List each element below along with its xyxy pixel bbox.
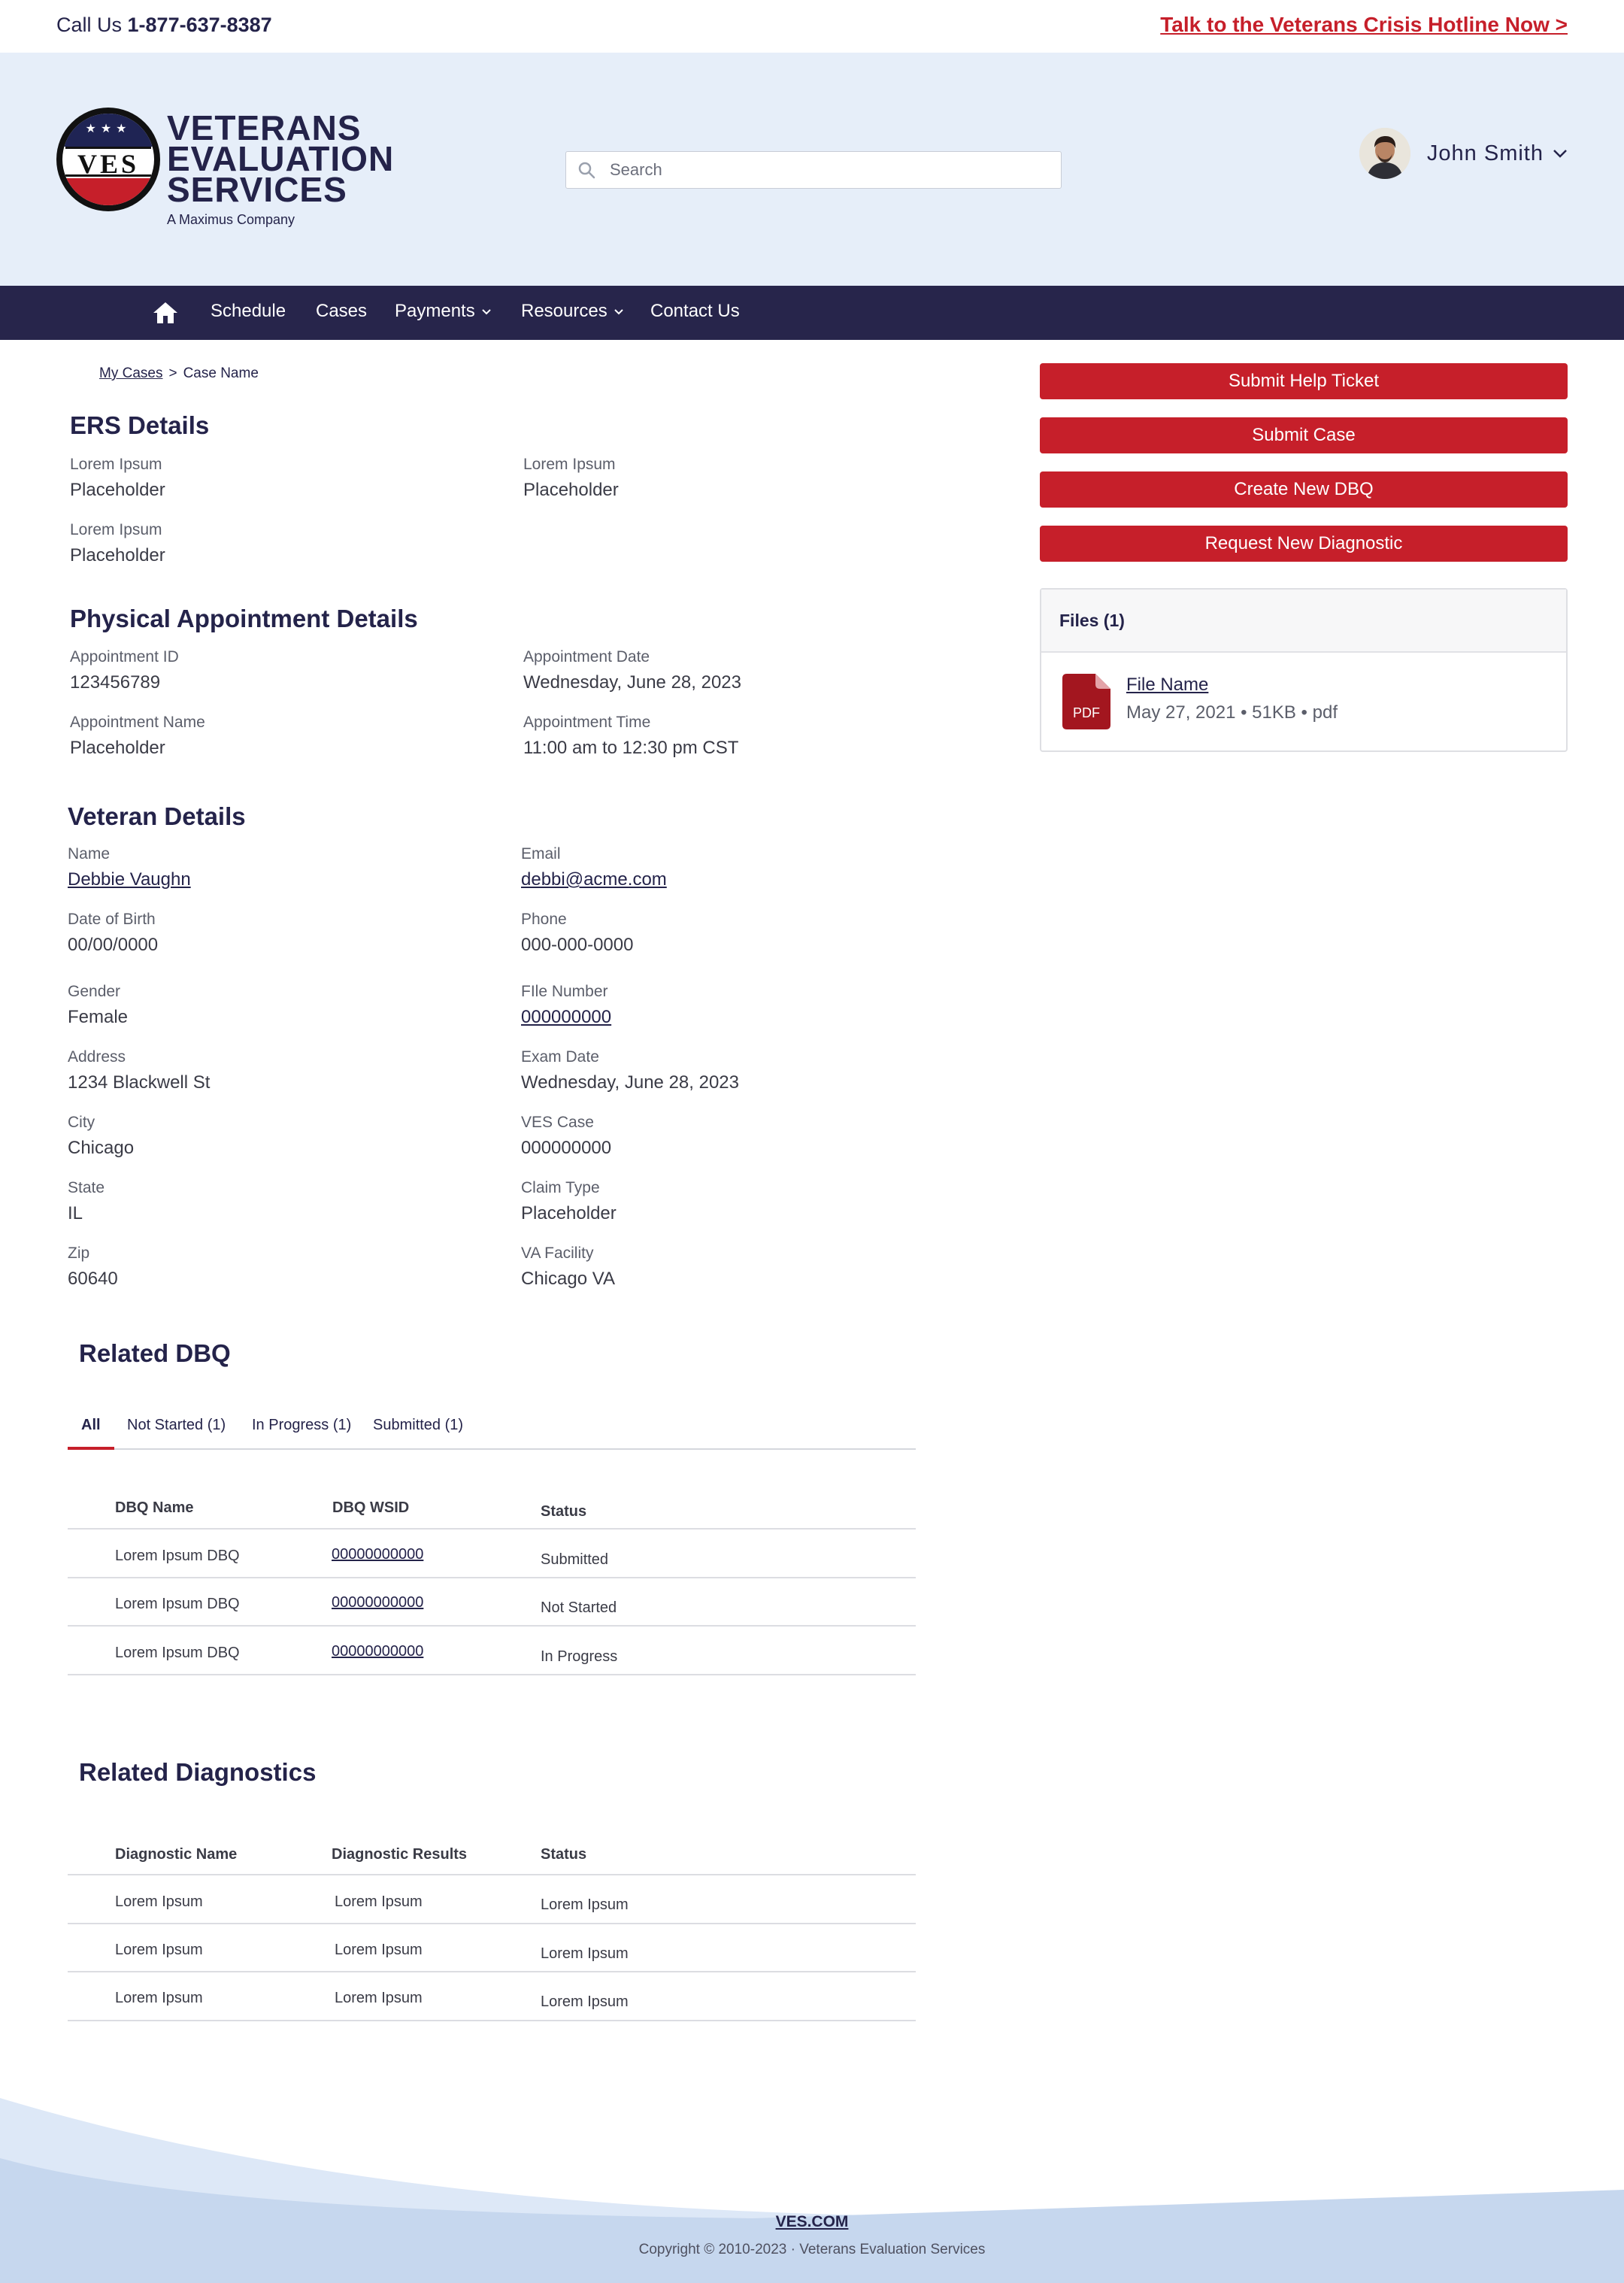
logo-subtitle: A Maximus Company xyxy=(167,212,295,227)
related-dbq-title: Related DBQ xyxy=(79,1339,231,1367)
veteran-gender-label: Gender xyxy=(68,983,121,1000)
veteran-ves-case-value: 000000000 xyxy=(521,1138,612,1158)
search-input[interactable] xyxy=(610,156,1046,183)
veteran-file-number-label: FIle Number xyxy=(521,983,608,1000)
avatar[interactable] xyxy=(1359,128,1410,179)
call-us-label: Call Us xyxy=(56,14,123,36)
top-bar xyxy=(0,0,1624,53)
nav-contact-us[interactable]: Contact Us xyxy=(650,301,740,321)
footer-copyright: Copyright © 2010-2023 · Veterans Evaluation Services xyxy=(638,2242,986,2257)
nav-payments-label: Payments xyxy=(395,301,475,321)
related-diagnostics-title: Related Diagnostics xyxy=(79,1758,317,1786)
chevron-down-icon[interactable] xyxy=(1553,148,1568,159)
request-new-diagnostic-button[interactable]: Request New Diagnostic xyxy=(1040,526,1568,562)
dbq-row-name: Lorem Ipsum DBQ xyxy=(115,1596,240,1612)
veteran-zip-label: Zip xyxy=(68,1245,90,1262)
ers-field-label: Lorem Ipsum xyxy=(523,456,616,473)
crisis-hotline-link[interactable]: Talk to the Veterans Crisis Hotline Now > xyxy=(1160,13,1568,36)
pdf-file-icon[interactable] xyxy=(1062,674,1110,729)
ers-field-label: Lorem Ipsum xyxy=(70,521,162,538)
veteran-gender-value: Female xyxy=(68,1007,129,1027)
tab-not-started[interactable]: Not Started (1) xyxy=(127,1417,226,1433)
logo-wordmark[interactable] xyxy=(167,108,395,209)
tab-all[interactable]: All xyxy=(81,1417,101,1433)
appointment-id-label: Appointment ID xyxy=(70,648,179,665)
dbq-row-wsid-link[interactable]: 00000000000 xyxy=(332,1643,424,1660)
nav-cases[interactable]: Cases xyxy=(316,301,368,321)
diag-row-results: Lorem Ipsum xyxy=(335,1893,423,1910)
diag-col-results: Diagnostic Results xyxy=(332,1846,468,1863)
pdf-icon-label: PDF xyxy=(1073,705,1100,720)
tab-submitted[interactable]: Submitted (1) xyxy=(373,1417,464,1433)
diag-row-results: Lorem Ipsum xyxy=(335,1990,423,2006)
veteran-state-value: IL xyxy=(68,1203,83,1223)
file-name-link[interactable]: File Name xyxy=(1126,675,1209,695)
dbq-row-name: Lorem Ipsum DBQ xyxy=(115,1548,240,1564)
diag-col-name: Diagnostic Name xyxy=(115,1846,238,1863)
diag-row-status: Lorem Ipsum xyxy=(541,1945,629,1962)
stars-icon: ★★★ xyxy=(85,123,132,135)
nav-schedule[interactable]: Schedule xyxy=(211,301,286,321)
table-divider xyxy=(68,1528,916,1530)
chevron-down-icon xyxy=(481,308,492,316)
dbq-row-wsid-link[interactable]: 00000000000 xyxy=(332,1546,424,1563)
veteran-address-value: 1234 Blackwell St xyxy=(68,1072,211,1093)
search-box[interactable] xyxy=(565,151,1062,189)
table-divider xyxy=(68,1923,916,1924)
diag-row-name: Lorem Ipsum xyxy=(115,1942,203,1958)
logo-seal-text: VES xyxy=(65,147,151,177)
main-nav xyxy=(0,286,1624,340)
home-icon[interactable] xyxy=(152,301,179,325)
veteran-name-link[interactable]: Debbie Vaughn xyxy=(68,869,191,890)
files-panel xyxy=(1040,588,1568,752)
phone-number[interactable]: 1-877-637-8387 xyxy=(127,14,272,36)
veteran-city-value: Chicago xyxy=(68,1138,135,1158)
veteran-dob-value: 00/00/0000 xyxy=(68,935,159,955)
logo-line-2: EVALUATION xyxy=(167,139,395,178)
dbq-tabs xyxy=(68,1406,916,1450)
active-tab-indicator xyxy=(68,1447,114,1450)
ers-field-value: Placeholder xyxy=(70,480,165,500)
veteran-dob-label: Date of Birth xyxy=(68,911,156,928)
veteran-zip-value: 60640 xyxy=(68,1269,118,1289)
call-us xyxy=(56,14,272,37)
table-divider xyxy=(68,1971,916,1972)
table-divider xyxy=(68,2020,916,2021)
appointment-time-value: 11:00 am to 12:30 pm CST xyxy=(523,738,739,758)
nav-resources[interactable] xyxy=(521,301,624,322)
diag-row-name: Lorem Ipsum xyxy=(115,1893,203,1910)
appointment-time-label: Appointment Time xyxy=(523,714,651,731)
breadcrumb-separator: > xyxy=(168,365,177,381)
dbq-col-wsid: DBQ WSID xyxy=(332,1499,410,1516)
create-new-dbq-button[interactable]: Create New DBQ xyxy=(1040,471,1568,508)
search-icon xyxy=(577,160,596,180)
veteran-address-label: Address xyxy=(68,1048,126,1066)
breadcrumb xyxy=(99,365,259,382)
files-title: Files (1) xyxy=(1059,611,1125,630)
dbq-row-wsid-link[interactable]: 00000000000 xyxy=(332,1594,424,1611)
logo-line-1: VETERANS xyxy=(167,108,362,147)
veteran-claim-type-label: Claim Type xyxy=(521,1179,600,1196)
nav-payments[interactable] xyxy=(395,301,492,322)
breadcrumb-current: Case Name xyxy=(183,365,259,381)
dbq-row-status: In Progress xyxy=(541,1648,618,1665)
site-header xyxy=(0,53,1624,286)
veteran-ves-case-label: VES Case xyxy=(521,1114,594,1131)
veteran-claim-type-value: Placeholder xyxy=(521,1203,617,1223)
veteran-email-link[interactable]: debbi@acme.com xyxy=(521,869,667,890)
veteran-name-label: Name xyxy=(68,845,111,863)
files-panel-header xyxy=(1041,590,1566,653)
ers-details-title: ERS Details xyxy=(70,411,210,439)
nav-resources-label: Resources xyxy=(521,301,607,321)
diag-row-status: Lorem Ipsum xyxy=(541,1993,629,2010)
dbq-row-status: Not Started xyxy=(541,1599,617,1616)
veteran-phone-value: 000-000-0000 xyxy=(521,935,634,955)
table-divider xyxy=(68,1674,916,1675)
user-name[interactable]: John Smith xyxy=(1426,141,1544,165)
diag-row-name: Lorem Ipsum xyxy=(115,1990,203,2006)
dbq-row-status: Submitted xyxy=(541,1551,609,1568)
table-divider xyxy=(68,1625,916,1627)
veteran-details-title: Veteran Details xyxy=(68,802,246,830)
ers-field-label: Lorem Ipsum xyxy=(70,456,162,473)
table-divider xyxy=(68,1874,916,1875)
breadcrumb-my-cases[interactable]: My Cases xyxy=(99,365,163,381)
chevron-down-icon xyxy=(614,308,624,316)
appointment-date-label: Appointment Date xyxy=(523,648,650,665)
diag-col-status: Status xyxy=(541,1846,587,1863)
veteran-va-facility-value: Chicago VA xyxy=(521,1269,615,1289)
table-divider xyxy=(68,1577,916,1578)
file-meta: May 27, 2021 • 51KB • pdf xyxy=(1126,702,1338,723)
veteran-exam-date-value: Wednesday, June 28, 2023 xyxy=(521,1072,739,1093)
veteran-email-label: Email xyxy=(521,845,561,863)
appointment-name-label: Appointment Name xyxy=(70,714,205,731)
dbq-col-name: DBQ Name xyxy=(115,1499,194,1516)
appointment-name-value: Placeholder xyxy=(70,738,165,758)
appointment-date-value: Wednesday, June 28, 2023 xyxy=(523,672,741,693)
dbq-col-status: Status xyxy=(541,1503,587,1520)
veteran-phone-label: Phone xyxy=(521,911,567,928)
veteran-state-label: State xyxy=(68,1179,105,1196)
logo-line-3: SERVICES xyxy=(167,170,347,209)
appointment-details-title: Physical Appointment Details xyxy=(70,605,418,632)
veteran-exam-date-label: Exam Date xyxy=(521,1048,599,1066)
user-menu[interactable] xyxy=(1359,126,1568,180)
tab-in-progress[interactable]: In Progress (1) xyxy=(252,1417,352,1433)
submit-help-ticket-button[interactable]: Submit Help Ticket xyxy=(1040,363,1568,399)
ers-field-value: Placeholder xyxy=(70,545,165,565)
diag-row-results: Lorem Ipsum xyxy=(335,1942,423,1958)
diag-row-status: Lorem Ipsum xyxy=(541,1896,629,1913)
dbq-row-name: Lorem Ipsum DBQ xyxy=(115,1645,240,1661)
ves-logo-seal[interactable] xyxy=(56,108,160,211)
appointment-id-value: 123456789 xyxy=(70,672,161,693)
veteran-file-number-link[interactable]: 000000000 xyxy=(521,1007,612,1027)
ers-field-value: Placeholder xyxy=(523,480,619,500)
footer-ves-link[interactable]: VES.COM xyxy=(775,2213,849,2230)
submit-case-button[interactable]: Submit Case xyxy=(1040,417,1568,453)
veteran-city-label: City xyxy=(68,1114,95,1131)
veteran-va-facility-label: VA Facility xyxy=(521,1245,594,1262)
